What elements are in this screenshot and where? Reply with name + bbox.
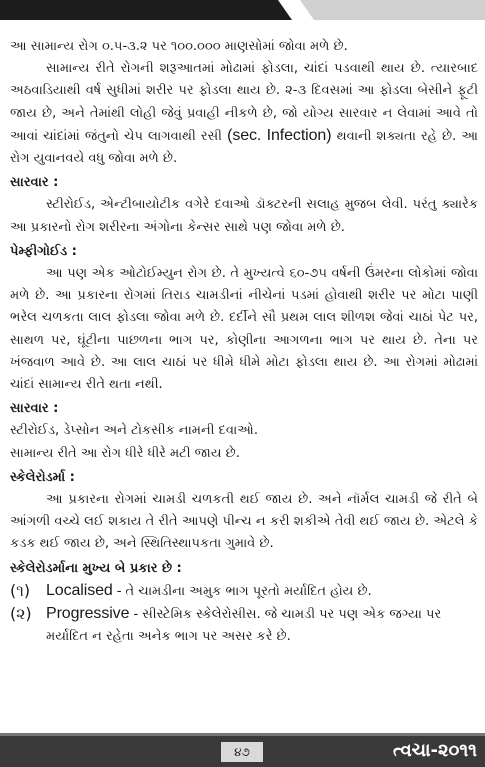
header-decor-band	[0, 0, 485, 28]
page-number: ૪૭	[221, 742, 263, 762]
paragraph-intro: આ સામાન્ય રોગ ૦.૫-૩.૨ પર ૧૦૦.૦૦૦ માણસોમાં જોવા મળે છે.	[10, 39, 348, 54]
paragraph-onset-text-end: થવાની શક્યતા રહે છે. આ રોગ યુવાનવયે વધુ જોવા મળે છે.	[10, 128, 479, 167]
paragraph-treatment-2: સ્ટીરોઈડ, ડેપ્સોન અને ટોકસીક નામની દવાઓ.	[10, 423, 258, 439]
paragraph-scleroderma: આ પ્રકારના રોગમાં ચામડી ચળકતી થઈ જાય છે. અને નૉર્મલ ચામડી જે રીતે બે આંગળી વચ્ચે લઈ શકાય તે રીતે આપણે પીન્ચ ન કરી શકીએ તેવી થઈ જાય છે. એટલે કે કડક થઈ જાય છે, અને સ્થિતિસ્થાપકતા ગુમાવે છે.	[10, 492, 478, 552]
page-footer	[0, 733, 485, 767]
publication-title: ત્વચા-૨૦૧૧	[392, 740, 477, 761]
heading-pemphigoid: પેમ્ફીગોઈડ :	[10, 243, 77, 259]
list-number: (૧)	[10, 580, 31, 600]
list-term: Localised	[46, 581, 113, 599]
list-description: - તે ચામડીના અમુક ભાગ પૂરતો મર્યાદિત હોય છે.	[112, 583, 372, 599]
list-term: Progressive	[46, 605, 130, 623]
paragraph-pemphigoid: આ પણ એક ઓટોઈમ્યુન રોગ છે. તે મુખ્યત્વે ૬૦-૭૫ વર્ષની ઉંમરના લોકોમાં જોવા મળે છે. આ પ્રકારના રોગમાં તિરાડ ચામડીનાં નીચેનાં પડમાં હોવાથી શરીર પર મોટા પાણી ભરેલ ચળકતા લાલ ફોડલા જોવા મળે છે. દર્દીને સૌ પ્રથમ લાલ શીળશ જેવાં ચાઠાં પેટ પર, સાથળ પર, ઘૂંટીના પાછળના ભાગ પર, કોણીના આગળના ભાગ પર થાય છે. તેના પર ખંજવાળ આવે છે. આ લાલ ચાઠાં પર ધીમે ધીમે મોટા ફોડલા થાય છે. આ રોગમાં મોઢામાં ચાંદાં સામાન્ય રીતે થતા નથી.	[10, 266, 478, 393]
list-item-localised	[10, 580, 478, 603]
heading-scleroderma-types: સ્કેલેરોડર્માના મુખ્ય બે પ્રકાર છે :	[10, 560, 182, 576]
list-item-progressive	[10, 603, 478, 648]
paragraph-onset	[10, 58, 478, 170]
heading-treatment-2: સારવાર :	[10, 401, 59, 417]
paragraph-treatment-1: સ્ટીરોઈડ, એન્ટીબાયોટીક વગેરે દવાઓ ડૉક્ટરની સલાહ મુજબ લેવી. પરંતુ ક્યારેક આ પ્રકારનો રોગ શરીરના અંગોના કેન્સર સાથે પણ જોવા મળે છે.	[10, 197, 478, 235]
list-number: (૨)	[10, 604, 32, 624]
heading-treatment-1: સારવાર :	[10, 175, 59, 191]
list-text	[46, 580, 478, 603]
heading-scleroderma: સ્કેલેરોડર્મા :	[10, 469, 75, 485]
article-body	[10, 36, 478, 648]
list-text	[46, 603, 478, 648]
footer-stripe	[0, 733, 485, 736]
list-description: - સીસ્ટેમિક સ્કેલેરોસીસ. જે ચામડી પર પણ એક જગ્યા પર મર્યાદિત ન રહેતા અનેક ભાગ પર અસર કરે છે.	[46, 607, 442, 645]
paragraph-onset-text: સામાન્ય રીતે રોગની શરૂઆતમાં મોઢામાં ફોડલા, ચાંદાં પડવાથી થાય છે. ત્યારબાદ અઠવાડિયાથી વર્ષ સુધીમાં શરીર પર ફોડલા થાય છે. ૨-૩ દિવસમાં આ ફોડલા બેસીને ફૂટી જાય છે, અને તેમાંથી લોહી જેવું પ્રવાહી નીકળે છે, જો યોગ્ય સારવાર ન લેવામાં આવે તો આવાં ચાંદાંમાં જંતુનો ચેપ લાગવાથી રસી	[10, 61, 478, 144]
paragraph-recovery: સામાન્ય રીતે આ રોગ ધીરે ધીરે મટી જાય છે.	[10, 445, 240, 461]
secondary-infection-term: (sec. Infection)	[227, 126, 332, 144]
